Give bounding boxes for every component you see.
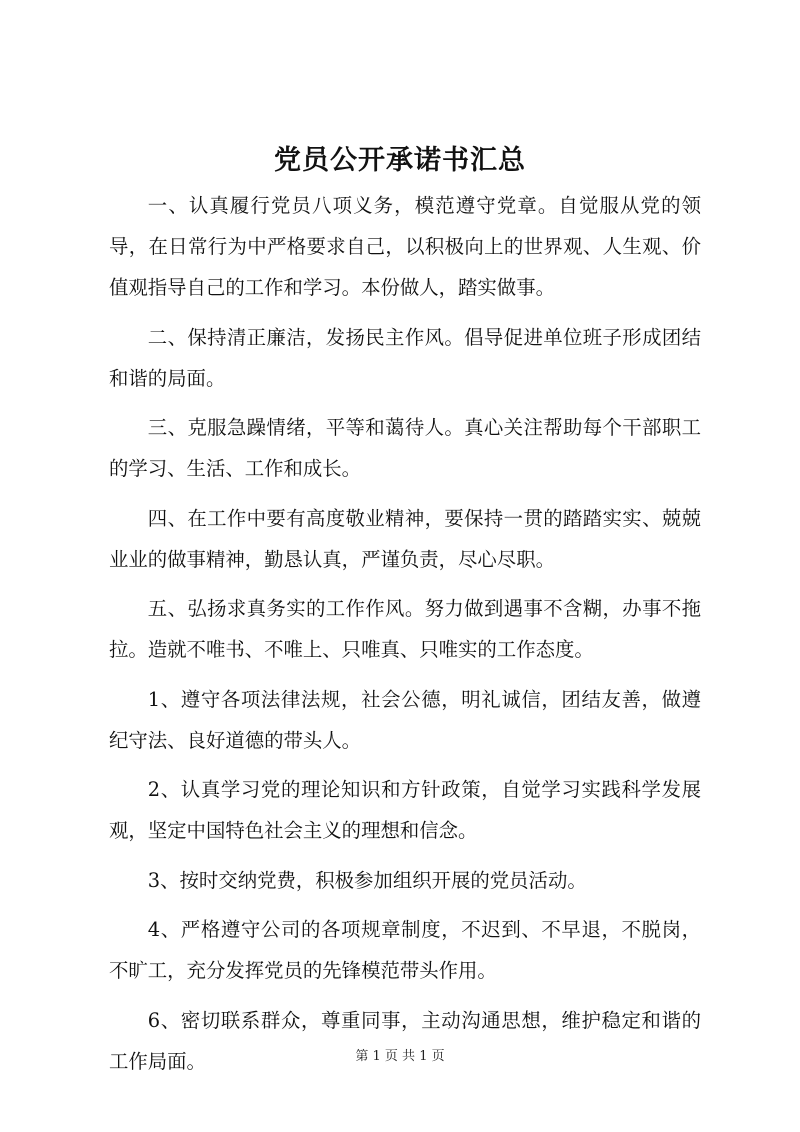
document-body (109, 185, 701, 1090)
document-title: 党员公开承诺书汇总 (274, 145, 526, 176)
paragraph-5: 五、弘扬求真务实的工作作风。努力做到遇事不含糊，办事不拖拉。造就不唯书、不唯上、只唯真、只唯实的工作态度。 (109, 597, 701, 661)
page-footer: 第 1 页 共 1 页 (355, 1049, 445, 1064)
paragraph-9: 4、严格遵守公司的各项规章制度，不迟到、不早退，不脱岗，不旷工，充分发挥党员的先锋模范带头作用。 (109, 918, 701, 982)
paragraph-1: 一、认真履行党员八项义务，模范遵守党章。自觉服从党的领导，在日常行为中严格要求自己，以积极向上的世界观、人生观、价值观指导自己的工作和学习。本份做人，踏实做事。 (109, 194, 701, 299)
paragraph-8: 3、按时交纳党费，积极参加组织开展的党员活动。 (147, 868, 587, 892)
paragraph-7: 2、认真学习党的理论知识和方针政策，自觉学习实践科学发展观，坚定中国特色社会主义的理想和信念。 (109, 778, 701, 842)
paragraph-10: 6、密切联系群众，尊重同事，主动沟通思想，维护稳定和谐的工作局面。 (109, 1008, 701, 1073)
paragraph-3: 三、克服急躁情绪，平等和蔼待人。真心关注帮助每个干部职工的学习、生活、工作和成长。 (109, 416, 701, 480)
paragraph-4: 四、在工作中要有高度敬业精神，要保持一贯的踏踏实实、兢兢业业的做事精神，勤恳认真，严谨负责，尽心尽职。 (109, 506, 701, 571)
paragraph-2: 二、保持清正廉洁，发扬民主作风。倡导促进单位班子形成团结和谐的局面。 (109, 325, 701, 390)
paragraph-6: 1、遵守各项法律法规，社会公德，明礼诚信，团结友善，做遵纪守法、良好道德的带头人。 (109, 687, 701, 752)
